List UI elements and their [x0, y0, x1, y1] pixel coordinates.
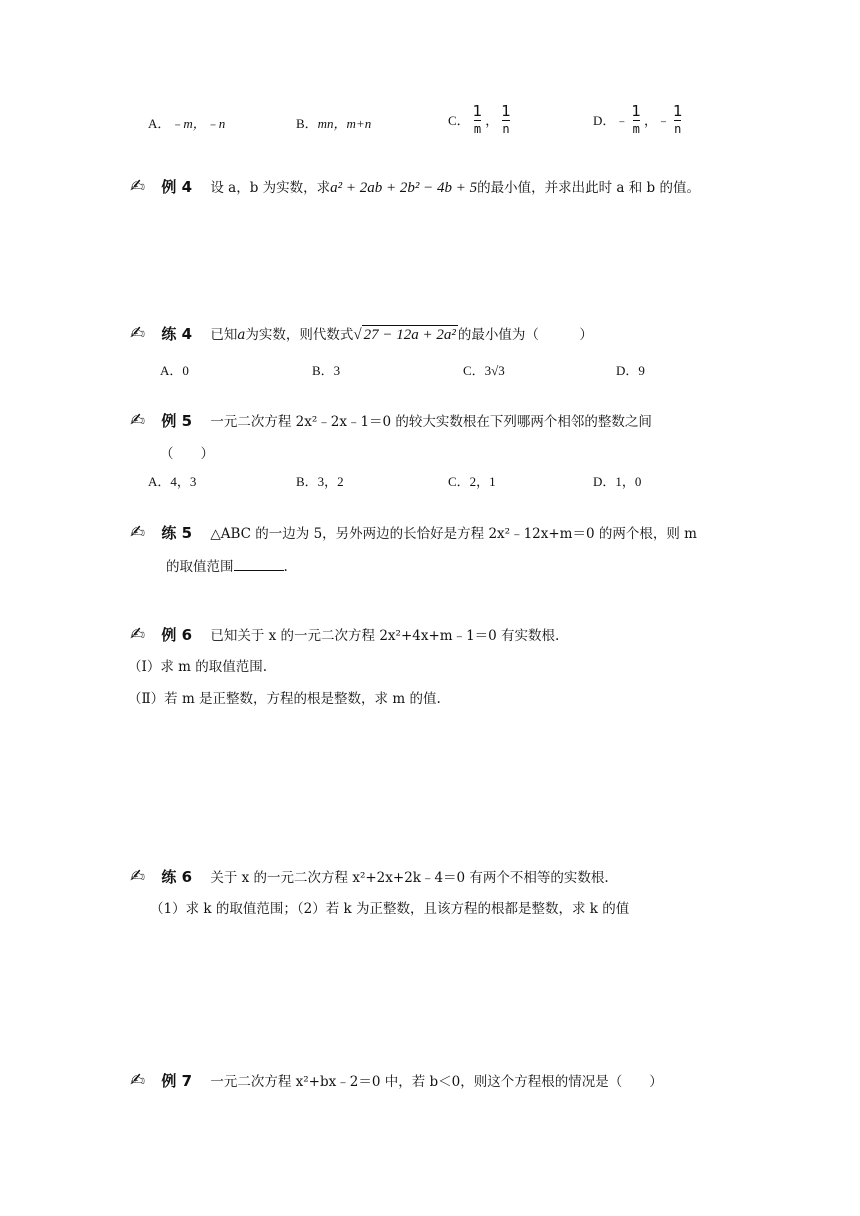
- fraction-1-m: [630, 104, 642, 135]
- practice-6: [130, 866, 609, 887]
- frac-numerator: 1: [631, 102, 641, 120]
- radicand: 27 − 12a + 2a²: [363, 327, 456, 343]
- option-d-prefix: D．: [593, 113, 616, 128]
- practice-label: 练 6: [161, 868, 193, 886]
- frac-numerator: 1: [501, 102, 511, 120]
- q3-option-d: [593, 104, 686, 135]
- practice-text: 的取值范围: [166, 559, 234, 575]
- fraction-1-n: [672, 104, 684, 135]
- pen-icon: ✍: [130, 1070, 146, 1091]
- practice-4-option-a: A．0: [160, 363, 189, 378]
- option-b-prefix: B．: [296, 116, 318, 131]
- option-a-prefix: A．: [148, 116, 171, 131]
- example-5-option-c: C．2，1: [448, 474, 496, 489]
- example-label: 例 7: [161, 1072, 193, 1090]
- pen-icon: ✍: [130, 176, 146, 197]
- practice-text: 的最小值为（ ）: [457, 327, 593, 343]
- practice-text: 为实数，则代数式: [245, 327, 354, 343]
- sqrt-expression: √ 27 − 12a + 2a²: [353, 327, 456, 343]
- example-5-option-a: A．4，3: [148, 474, 197, 489]
- example-text: 已知关于 x 的一元二次方程 2x²+4x+m﹣1＝0 有实数根.: [210, 628, 560, 644]
- q3-option-a: [148, 113, 225, 132]
- example-text: 的最小值，并求出此时 a 和 b 的值。: [477, 180, 700, 196]
- practice-text: 关于 x 的一元二次方程 x²+2x+2k﹣4＝0 有两个不相等的实数根.: [210, 870, 609, 886]
- option-b-text: mn，m+n: [317, 116, 372, 131]
- math-expression: a² + 2ab + 2b² − 4b + 5: [330, 180, 478, 196]
- period: .: [283, 559, 288, 575]
- example-6-part-1: （Ⅰ）求 m 的取值范围.: [128, 659, 268, 675]
- answer-bracket: （ ）: [160, 446, 214, 462]
- practice-5-line2: [166, 555, 288, 575]
- practice-4-option-b: B．3: [312, 363, 341, 378]
- example-5: [130, 410, 652, 431]
- example-label: 例 6: [161, 626, 193, 644]
- pen-icon: ✍: [130, 866, 146, 887]
- q3-option-c: [448, 104, 514, 135]
- answer-blank[interactable]: [234, 558, 284, 571]
- example-5-option-b: B．3，2: [296, 474, 344, 489]
- practice-text: 已知: [210, 327, 238, 343]
- frac-denominator: m: [473, 122, 482, 136]
- pen-icon: ✍: [130, 522, 146, 543]
- practice-label: 练 5: [161, 524, 193, 542]
- example-6-part-2: （Ⅱ）若 m 是正整数，方程的根是整数，求 m 的值.: [128, 691, 441, 707]
- example-text: 设 a，b 为实数，求: [210, 180, 331, 196]
- minus-sign: ﹣: [656, 113, 670, 128]
- separator: ，: [643, 113, 657, 128]
- minus-sign: ﹣: [615, 113, 629, 128]
- q3-option-b: [296, 113, 371, 132]
- pen-icon: ✍: [130, 323, 146, 344]
- practice-text: △ABC 的一边为 5，另外两边的长恰好是方程 2x²﹣12x+m＝0 的两个根，则 m: [210, 526, 697, 542]
- practice-4-option-c: C．3√3: [463, 363, 505, 378]
- example-6: [130, 624, 559, 645]
- pen-icon: ✍: [130, 410, 146, 431]
- fraction-1-n: [500, 104, 512, 135]
- example-5-option-d: D．1，0: [593, 474, 642, 489]
- option-c-prefix: C．: [448, 113, 470, 128]
- option-a-text: ﹣m，﹣n: [170, 116, 226, 131]
- variable: a: [237, 327, 246, 343]
- frac-numerator: 1: [472, 102, 483, 120]
- frac-denominator: m: [632, 122, 640, 136]
- practice-4: [130, 323, 593, 344]
- practice-5: [130, 522, 697, 543]
- practice-4-option-d: D．9: [616, 363, 645, 378]
- example-4: [130, 176, 700, 197]
- example-label: 例 4: [161, 178, 193, 196]
- example-text: 一元二次方程 2x²﹣2x﹣1＝0 的较大实数根在下列哪两个相邻的整数之间: [210, 414, 652, 430]
- frac-denominator: n: [502, 122, 510, 136]
- pen-icon: ✍: [130, 624, 146, 645]
- separator: ，: [485, 113, 499, 128]
- frac-denominator: n: [674, 122, 682, 136]
- practice-label: 练 4: [161, 325, 193, 343]
- fraction-1-m: [472, 104, 484, 135]
- example-7: [130, 1070, 663, 1091]
- practice-6-parts: （1）求 k 的取值范围；（2）若 k 为正整数，且该方程的根都是整数，求 k 的值: [150, 901, 630, 917]
- example-text: 一元二次方程 x²+bx﹣2＝0 中，若 b＜0，则这个方程根的情况是（ ）: [210, 1074, 663, 1090]
- example-label: 例 5: [161, 412, 193, 430]
- frac-numerator: 1: [672, 102, 683, 120]
